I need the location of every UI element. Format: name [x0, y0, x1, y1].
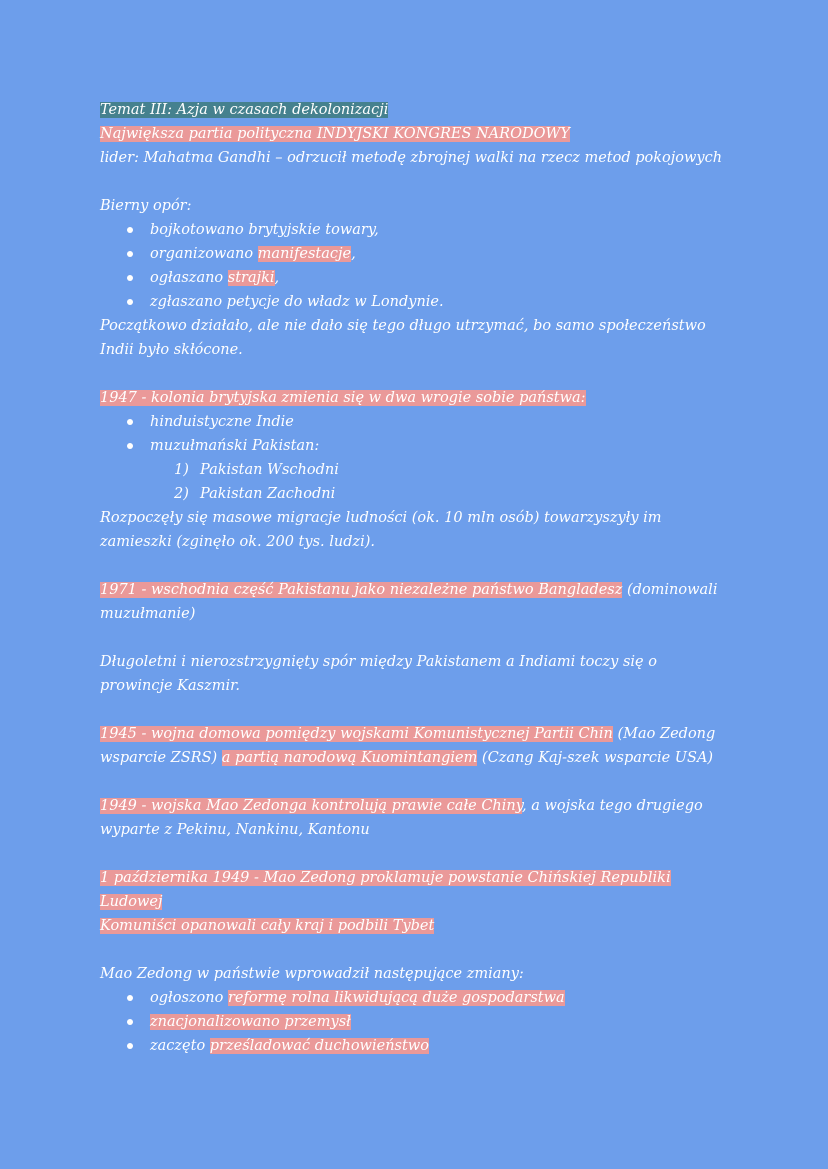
list-item: ogłaszano strajki, [100, 266, 730, 290]
year-1949-paragraph: 1949 - wojska Mao Zedonga kontrolują prawie całe Chiny, a wojska tego drugiego wyparte z Pekinu, Nankinu, Kantonu [100, 798, 703, 838]
list-item: zgłaszano petycje do władz w Londynie. [100, 290, 730, 314]
passive-resistance-note: Początkowo działało, ale nie dało się tego długo utrzymać, bo samo społeczeństwo Indii było skłócone. [100, 318, 706, 358]
partition-heading: 1947 - kolonia brytyjska zmienia się w dwa wrogie sobie państwa: [100, 390, 586, 406]
spacer [100, 626, 730, 650]
leader-line: lider: Mahatma Gandhi – odrzucił metodę zbrojnej walki na rzecz metod pokojowych [100, 150, 723, 166]
list-item: 2) Pakistan Zachodni [174, 486, 336, 502]
spacer [100, 842, 730, 866]
list-item: bojkotowano brytyjskie towary, [100, 218, 730, 242]
partition-note: Rozpoczęły się masowe migracje ludności (ok. 10 mln osób) towarzyszyły im zamieszki (zginęło ok. 200 tys. ludzi). [100, 510, 662, 550]
list-item: muzułmański Pakistan: [100, 434, 730, 458]
party-line: Największa partia polityczna INDYJSKI KONGRES NARODOWY [100, 126, 570, 142]
civil-war-paragraph: 1945 - wojna domowa pomiędzy wojskami Komunistycznej Partii Chin (Mao Zedong wsparcie ZSRS) a partią narodową Kuomintangiem (Czang Kaj-szek wsparcie USA) [100, 726, 716, 766]
list-item: ogłoszono reformę rolna likwidującą duże gospodarstwa [100, 986, 730, 1010]
note-content [100, 98, 730, 1058]
pakistan-sublist [100, 458, 730, 506]
prc-tibet: Komuniści opanowali cały kraj i podbili Tybet [100, 918, 435, 934]
list-item: hinduistyczne Indie [100, 410, 730, 434]
page-title: Temat III: Azja w czasach dekolonizacji [100, 102, 389, 118]
list-item: znacjonalizowano przemysł [100, 1010, 730, 1034]
spacer [100, 362, 730, 386]
spacer [100, 770, 730, 794]
spacer [100, 554, 730, 578]
list-item: organizowano manifestacje, [100, 242, 730, 266]
passive-resistance-heading: Bierny opór: [100, 198, 192, 214]
mao-changes-heading: Mao Zedong w państwie wprowadził następujące zmiany: [100, 966, 524, 982]
spacer [100, 170, 730, 194]
prc-proclamation: 1 października 1949 - Mao Zedong proklamuje powstanie Chińskiej Republiki Ludowej [100, 870, 671, 910]
mao-changes-list [100, 986, 730, 1058]
list-item: zaczęto prześladować duchowieństwo [100, 1034, 730, 1058]
spacer [100, 698, 730, 722]
passive-resistance-list [100, 218, 730, 314]
spacer [100, 938, 730, 962]
list-item: 1) Pakistan Wschodni [174, 462, 339, 478]
bangladesh-paragraph: 1971 - wschodnia część Pakistanu jako niezależne państwo Bangladesz (dominowali muzułmanie) [100, 582, 718, 622]
partition-list [100, 410, 730, 458]
kashmir-paragraph: Długoletni i nierozstrzygnięty spór między Pakistanem a Indiami toczy się o prowincje Kaszmir. [100, 654, 657, 694]
